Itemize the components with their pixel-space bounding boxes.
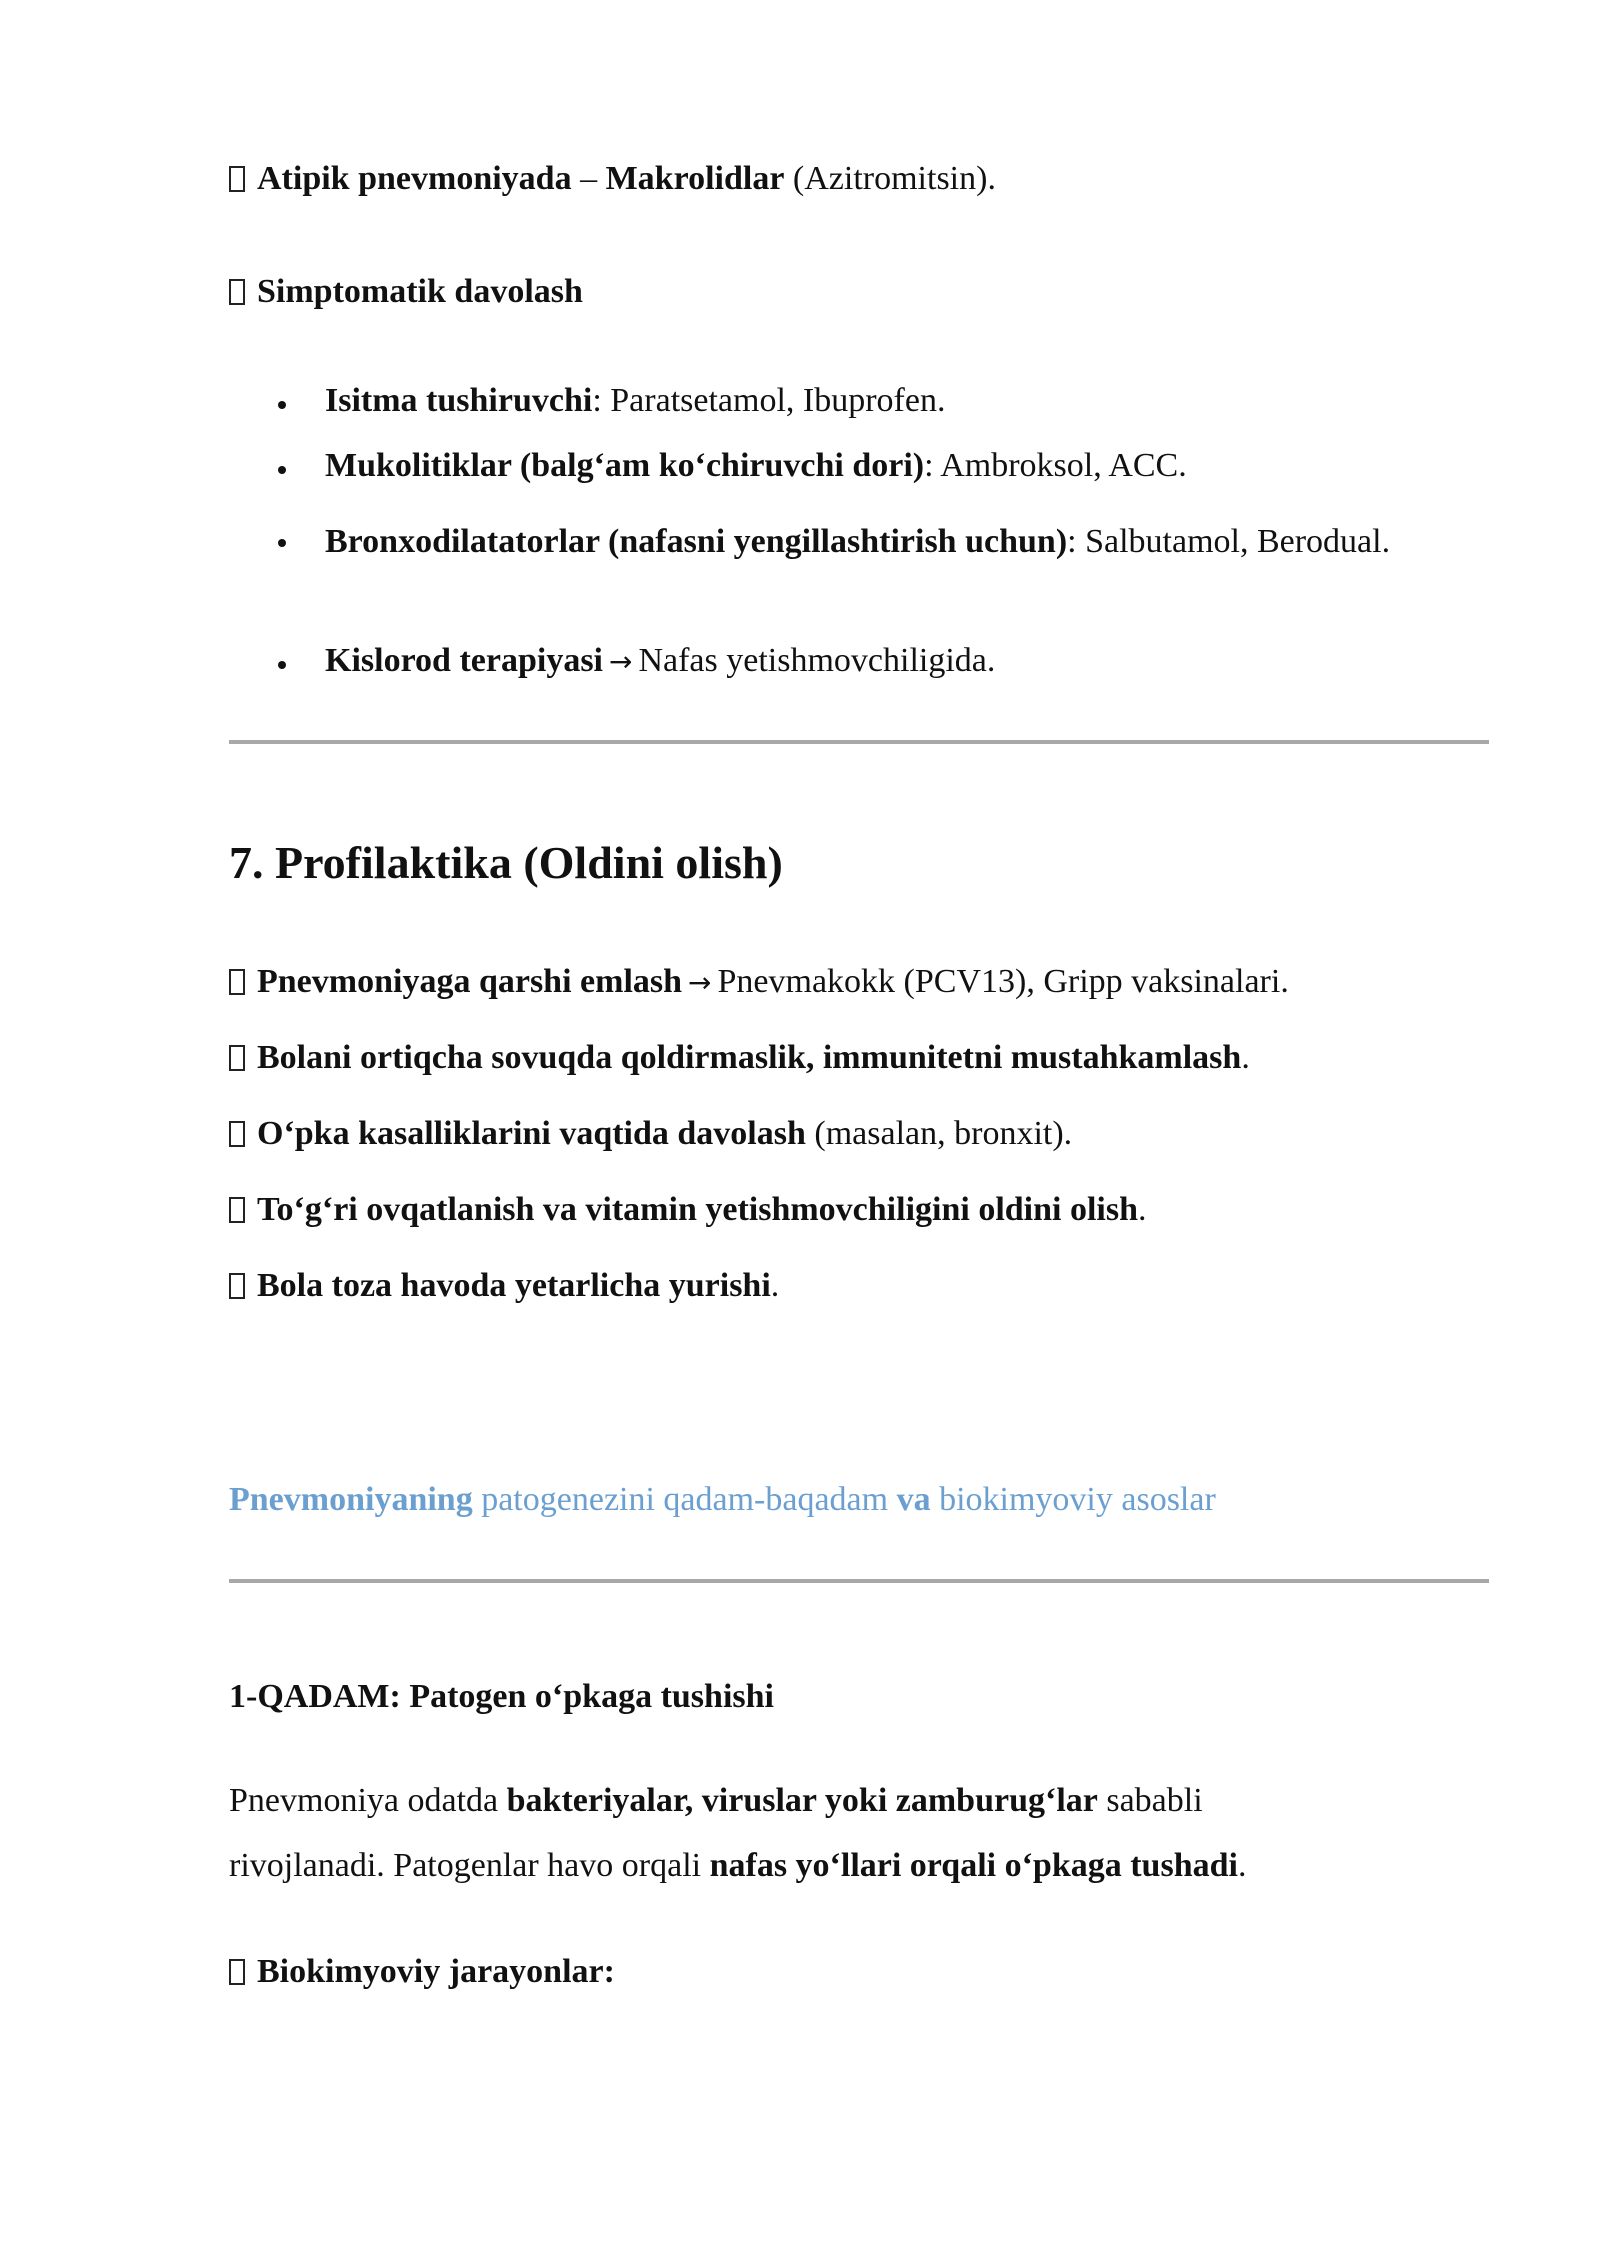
list-item-text: : Paratsetamol, Ibuprofen. — [592, 382, 946, 419]
prophylaxis-item — [229, 1264, 779, 1308]
missing-glyph-icon — [229, 1197, 245, 1223]
prophylaxis-item-text: Pnevmakokk (PCV13), Gripp vaksinalari. — [717, 963, 1289, 1000]
arrow-icon: → — [609, 645, 633, 678]
list-item-text: : Ambroksol, ACC. — [924, 447, 1187, 484]
list-item-bold: Isitma tushiruvchi — [325, 382, 593, 419]
bullet-icon — [278, 466, 286, 474]
section-title: 7. Profilaktika (Oldini olish) — [229, 837, 783, 888]
pathogenesis-subtitle — [229, 1478, 1216, 1522]
subtitle-bold-1: Pnevmoniyaning — [229, 1481, 473, 1518]
prophylaxis-item-text: . — [770, 1267, 780, 1304]
prophylaxis-item-bold: To‘g‘ri ovqatlanish va vitamin yetishmovchiligini oldini olish — [257, 1191, 1139, 1228]
paragraph-text: rivojlanadi. Patogenlar havo orqali — [229, 1847, 710, 1884]
bullet-icon — [278, 539, 286, 547]
bullet-icon — [278, 401, 286, 409]
missing-glyph-icon — [229, 1045, 245, 1071]
symptomatic-heading — [229, 270, 583, 314]
missing-glyph-icon — [229, 1121, 245, 1147]
list-item-bold: Kislorod terapiyasi — [325, 642, 603, 679]
step-paragraph — [229, 1768, 1419, 1898]
arrow-icon: → — [688, 966, 712, 999]
atipik-line — [229, 157, 996, 201]
list-item — [229, 379, 1489, 444]
atipik-bold-2: Makrolidlar — [605, 160, 785, 197]
paragraph-text: sababli — [1097, 1782, 1203, 1819]
prophylaxis-item-bold: Bolani ortiqcha sovuqda qoldirmaslik, immunitetni mustahkamlash — [257, 1039, 1242, 1076]
symptomatic-list — [229, 379, 1489, 704]
paragraph-bold: bakteriyalar, viruslar yoki zamburug‘lar — [506, 1782, 1098, 1819]
step-heading — [229, 1675, 774, 1719]
atipik-rest: (Azitromitsin). — [784, 160, 996, 197]
list-item-bold: Mukolitiklar (balg‘am ko‘chiruvchi dori) — [325, 447, 925, 484]
subtitle-text-2: biokimyoviy asoslar — [930, 1481, 1216, 1518]
atipik-bold-1: Atipik pnevmoniyada — [257, 160, 572, 197]
missing-glyph-icon — [229, 1273, 245, 1299]
prophylaxis-item-text: . — [1241, 1039, 1250, 1076]
prophylaxis-item — [229, 1036, 1250, 1080]
list-item — [229, 639, 1489, 704]
prophylaxis-item — [229, 960, 1289, 1004]
list-item — [229, 509, 1485, 639]
prophylaxis-item-bold: Pnevmoniyaga qarshi emlash — [257, 963, 683, 1000]
bullet-icon — [278, 661, 286, 669]
biochem-heading-text: Biokimyoviy jarayonlar: — [257, 1953, 615, 1990]
missing-glyph-icon — [229, 279, 245, 305]
list-item — [229, 444, 1489, 509]
paragraph-line — [229, 1833, 1419, 1898]
list-item-bold: Bronxodilatatorlar (nafasni yengillashtirish uchun) — [325, 523, 1068, 560]
prophylaxis-item-text: . — [1138, 1191, 1147, 1228]
atipik-dash: – — [571, 160, 606, 197]
prophylaxis-item-bold: Bola toza havoda yetarlicha yurishi — [257, 1267, 771, 1304]
biochem-heading — [229, 1950, 615, 1994]
prophylaxis-item — [229, 1112, 1072, 1156]
paragraph-text: . — [1237, 1847, 1247, 1884]
symptomatic-heading-text: Simptomatik davolash — [257, 273, 583, 310]
list-item-text: Nafas yetishmovchiligida. — [638, 642, 996, 679]
missing-glyph-icon — [229, 969, 245, 995]
prophylaxis-item-text: (masalan, bronxit). — [805, 1115, 1073, 1152]
paragraph-line — [229, 1768, 1419, 1833]
missing-glyph-icon — [229, 166, 245, 192]
prophylaxis-item-bold: O‘pka kasalliklarini vaqtida davolash — [257, 1115, 806, 1152]
step-heading-text: 1-QADAM: Patogen o‘pkaga tushishi — [229, 1678, 774, 1715]
prophylaxis-item — [229, 1188, 1147, 1232]
missing-glyph-icon — [229, 1959, 245, 1985]
paragraph-text: Pnevmoniya odatda — [229, 1782, 507, 1819]
divider — [229, 740, 1489, 744]
list-item-text: : Salbutamol, Berodual. — [1067, 523, 1391, 560]
subtitle-text-1: patogenezini qadam-baqadam — [472, 1481, 897, 1518]
subtitle-bold-2: va — [896, 1481, 931, 1518]
paragraph-bold: nafas yo‘llari orqali o‘pkaga tushadi — [709, 1847, 1238, 1884]
divider — [229, 1579, 1489, 1583]
